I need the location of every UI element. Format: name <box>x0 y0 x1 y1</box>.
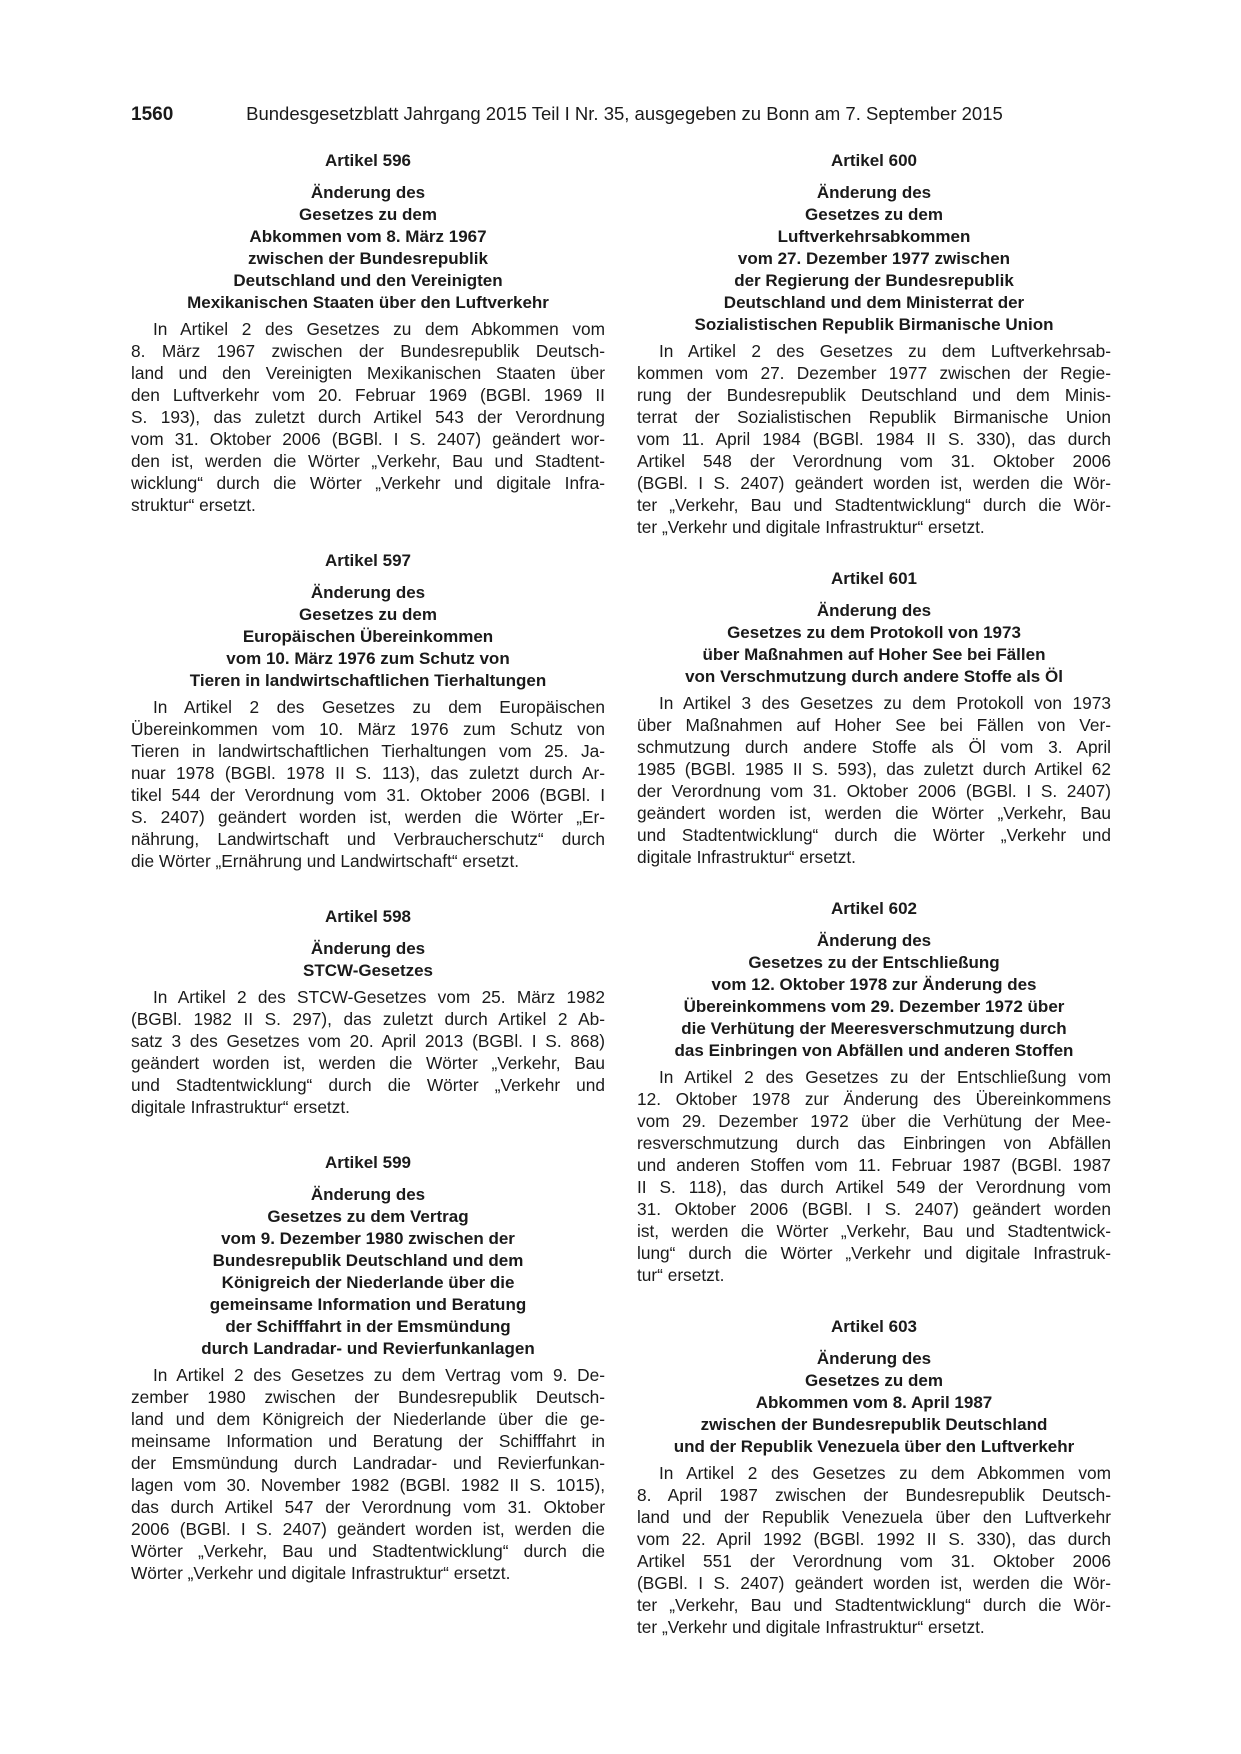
body-line: wicklung“ durch die Wörter „Verkehr und digitale Infra- <box>131 473 605 493</box>
right-column <box>637 150 1111 1668</box>
body-line: 2006 (BGBl. I S. 2407) geändert worden ist, werden die <box>131 1519 605 1539</box>
body-line: nährung, Landwirtschaft und Verbraucherschutz“ durch <box>131 829 605 849</box>
body-line: satz 3 des Gesetzes vom 20. April 2013 (BGBl. I S. 868) <box>131 1031 605 1051</box>
article <box>637 150 1111 538</box>
body-line: In Artikel 2 des Gesetzes zu dem Europäischen <box>153 697 605 717</box>
body-line: In Artikel 2 des Gesetzes zu der Entschließung vom <box>659 1067 1111 1087</box>
heading-line: Änderung des <box>816 601 932 620</box>
body-line: (BGBl. I S. 2407) geändert worden ist, werden die Wör- <box>637 473 1111 493</box>
heading-line: Gesetzes zu dem <box>299 605 437 624</box>
heading-line: der Regierung der Bundesrepublik <box>734 271 1014 290</box>
heading-line: zwischen der Bundesrepublik <box>248 249 488 268</box>
body-line: der Verordnung vom 31. Oktober 2006 (BGBl. I S. 2407) <box>637 781 1111 801</box>
article <box>131 906 605 1118</box>
body-line: tur“ ersetzt. <box>637 1265 725 1285</box>
body-line: In Artikel 2 des Gesetzes zu dem Vertrag vom 9. De- <box>153 1365 605 1385</box>
body-line: 8. März 1967 zwischen der Bundesrepublik Deutsch- <box>131 341 605 361</box>
body-line: geändert worden ist, werden die Wörter „Verkehr, Bau <box>131 1053 605 1073</box>
article <box>131 150 605 516</box>
article-title: Artikel 597 <box>325 551 411 570</box>
body-line: 1985 (BGBl. 1985 II S. 593), das zuletzt durch Artikel 62 <box>637 759 1111 779</box>
heading-line: Deutschland und den Vereinigten <box>233 271 503 290</box>
body-line: 12. Oktober 1978 zur Änderung des Übereinkommens <box>637 1089 1111 1109</box>
body-line: geändert worden ist, werden die Wörter „Verkehr, Bau <box>637 803 1111 823</box>
heading-line: Gesetzes zu dem Vertrag <box>267 1207 469 1226</box>
article-heading <box>637 182 1111 336</box>
heading-line: STCW-Gesetzes <box>302 961 434 980</box>
heading-line: vom 10. März 1976 zum Schutz von <box>226 649 510 668</box>
heading-line: und der Republik Venezuela über den Luftverkehr <box>673 1437 1075 1456</box>
body-line: über Maßnahmen auf Hoher See bei Fällen von Ver- <box>637 715 1111 735</box>
body-line: rung der Bundesrepublik Deutschland und dem Minis- <box>637 385 1111 405</box>
heading-line: durch Landradar- und Revierfunkanlagen <box>201 1339 535 1358</box>
heading-line: der Schifffahrt in der Emsmündung <box>225 1317 511 1336</box>
article-title: Artikel 601 <box>831 569 917 588</box>
body-line: 8. April 1987 zwischen der Bundesrepublik Deutsch- <box>637 1485 1111 1505</box>
body-line: In Artikel 2 des STCW-Gesetzes vom 25. März 1982 <box>153 987 605 1007</box>
heading-line: Änderung des <box>816 1349 932 1368</box>
article <box>637 898 1111 1286</box>
body-line: den ist, werden die Wörter „Verkehr, Bau und Stadtent- <box>131 451 605 471</box>
body-line: Wörter „Verkehr, Bau und Stadtentwicklung“ durch die <box>131 1541 605 1561</box>
body-line: zember 1980 zwischen der Bundesrepublik Deutsch- <box>131 1387 605 1407</box>
heading-line: die Verhütung der Meeresverschmutzung durch <box>681 1019 1067 1038</box>
body-line: digitale Infrastruktur“ ersetzt. <box>637 847 856 867</box>
heading-line: Gesetzes zu dem <box>299 205 437 224</box>
body-line: das durch Artikel 547 der Verordnung vom 31. Oktober <box>131 1497 605 1517</box>
heading-line: Königreich der Niederlande über die <box>221 1273 515 1292</box>
body-line: vom 31. Oktober 2006 (BGBl. I S. 2407) geändert wor- <box>131 429 605 449</box>
article-heading <box>637 930 1111 1062</box>
page-title: Bundesgesetzblatt Jahrgang 2015 Teil I Nr. 35, ausgegeben zu Bonn am 7. September 2015 <box>246 103 1003 124</box>
page-number: 1560 <box>131 104 174 125</box>
heading-line: Änderung des <box>310 939 426 958</box>
article <box>131 550 605 872</box>
heading-line: Bundesrepublik Deutschland und dem <box>212 1251 524 1270</box>
body-line: Tieren in landwirtschaftlichen Tierhaltungen vom 25. Ja- <box>131 741 605 761</box>
page-header <box>131 100 1111 130</box>
body-line: terrat der Sozialistischen Republik Birmanische Union <box>637 407 1111 427</box>
article <box>131 1152 605 1584</box>
article-title: Artikel 596 <box>325 151 411 170</box>
body-line: ter „Verkehr und digitale Infrastruktur“ ersetzt. <box>637 1617 985 1637</box>
body-line: In Artikel 2 des Gesetzes zu dem Luftverkehrsab- <box>659 341 1111 361</box>
article-heading <box>131 1184 605 1360</box>
article-body <box>637 1462 1111 1638</box>
body-line: vom 11. April 1984 (BGBl. 1984 II S. 330), das durch <box>637 429 1111 449</box>
article-body <box>637 692 1111 868</box>
body-line: S. 2407) geändert worden ist, werden die Wörter „Er- <box>131 807 605 827</box>
article-body <box>637 340 1111 538</box>
article-body <box>637 1066 1111 1286</box>
heading-line: Gesetzes zu dem <box>805 1371 943 1390</box>
body-line: land und dem Königreich der Niederlande über die ge- <box>131 1409 605 1429</box>
heading-line: Sozialistischen Republik Birmanische Union <box>694 315 1054 334</box>
article-heading <box>131 182 605 314</box>
heading-line: Änderung des <box>310 183 426 202</box>
body-line: nuar 1978 (BGBl. 1978 II S. 113), das zuletzt durch Ar- <box>131 763 605 783</box>
heading-line: Abkommen vom 8. April 1987 <box>755 1393 993 1412</box>
body-line: In Artikel 2 des Gesetzes zu dem Abkommen vom <box>153 319 605 339</box>
body-line: und Stadtentwicklung“ durch die Wörter „Verkehr und <box>131 1075 605 1095</box>
article-body <box>131 696 605 872</box>
heading-line: Übereinkommens vom 29. Dezember 1972 über <box>683 997 1065 1016</box>
article-heading <box>637 600 1111 688</box>
body-line: ist, werden die Wörter „Verkehr, Bau und Stadtentwick- <box>637 1221 1111 1241</box>
heading-line: vom 27. Dezember 1977 zwischen <box>737 249 1011 268</box>
heading-line: Gesetzes zu dem Protokoll von 1973 <box>727 623 1021 642</box>
heading-line: Abkommen vom 8. März 1967 <box>249 227 487 246</box>
heading-line: über Maßnahmen auf Hoher See bei Fällen <box>702 645 1046 664</box>
body-line: Übereinkommen vom 10. März 1976 zum Schutz von <box>131 719 605 739</box>
body-line: (BGBl. 1982 II S. 297), das zuletzt durch Artikel 2 Ab- <box>131 1009 605 1029</box>
body-line: vom 29. Dezember 1972 über die Verhütung der Mee- <box>637 1111 1111 1131</box>
body-line: kommen vom 27. Dezember 1977 zwischen der Regie- <box>637 363 1111 383</box>
body-line: digitale Infrastruktur“ ersetzt. <box>131 1097 350 1117</box>
heading-line: Luftverkehrsabkommen <box>777 227 971 246</box>
body-line: und anderen Stoffen vom 11. Februar 1987 (BGBl. 1987 <box>637 1155 1111 1175</box>
body-line: ter „Verkehr, Bau und Stadtentwicklung“ durch die Wör- <box>637 495 1111 515</box>
body-line: lung“ durch die Wörter „Verkehr und digitale Infrastruk- <box>637 1243 1111 1263</box>
body-line: meinsame Information und Beratung der Schifffahrt in <box>131 1431 605 1451</box>
body-line: land und der Republik Venezuela über den Luftverkehr <box>637 1507 1111 1527</box>
body-line: den Luftverkehr vom 20. Februar 1969 (BGBl. 1969 II <box>131 385 605 405</box>
heading-line: vom 9. Dezember 1980 zwischen der <box>221 1229 515 1248</box>
left-column <box>131 150 605 1618</box>
heading-line: Änderung des <box>310 1185 426 1204</box>
heading-line: von Verschmutzung durch andere Stoffe als Öl <box>685 667 1063 686</box>
heading-line: Tieren in landwirtschaftlichen Tierhaltungen <box>189 671 547 690</box>
article-heading <box>637 1348 1111 1458</box>
article-heading <box>131 938 605 982</box>
heading-line: Deutschland und dem Ministerrat der <box>723 293 1025 312</box>
heading-line: Änderung des <box>816 931 932 950</box>
article-title: Artikel 600 <box>831 151 917 170</box>
article-title: Artikel 599 <box>325 1153 411 1172</box>
body-line: und Stadtentwicklung“ durch die Wörter „Verkehr und <box>637 825 1111 845</box>
body-line: resverschmutzung durch das Einbringen von Abfällen <box>637 1133 1111 1153</box>
heading-line: zwischen der Bundesrepublik Deutschland <box>700 1415 1048 1434</box>
body-line: vom 22. April 1992 (BGBl. 1992 II S. 330), das durch <box>637 1529 1111 1549</box>
body-line: (BGBl. I S. 2407) geändert worden ist, werden die Wör- <box>637 1573 1111 1593</box>
heading-line: Europäischen Übereinkommen <box>242 627 494 646</box>
article-title: Artikel 602 <box>831 899 917 918</box>
body-line: land und den Vereinigten Mexikanischen Staaten über <box>131 363 605 383</box>
body-line: tikel 544 der Verordnung vom 31. Oktober 2006 (BGBl. I <box>131 785 605 805</box>
heading-line: Gesetzes zu der Entschließung <box>748 953 1000 972</box>
body-line: ter „Verkehr und digitale Infrastruktur“ ersetzt. <box>637 517 985 537</box>
heading-line: gemeinsame Information und Beratung <box>209 1295 527 1314</box>
body-line: struktur“ ersetzt. <box>131 495 256 515</box>
article <box>637 1316 1111 1638</box>
body-line: Wörter „Verkehr und digitale Infrastruktur“ ersetzt. <box>131 1563 511 1583</box>
article-body <box>131 986 605 1118</box>
body-line: 31. Oktober 2006 (BGBl. I S. 2407) geändert worden <box>637 1199 1111 1219</box>
body-line: In Artikel 3 des Gesetzes zu dem Protokoll von 1973 <box>659 693 1111 713</box>
heading-line: Änderung des <box>816 183 932 202</box>
heading-line: vom 12. Oktober 1978 zur Änderung des <box>711 975 1037 994</box>
heading-line: das Einbringen von Abfällen und anderen Stoffen <box>674 1041 1074 1060</box>
body-line: In Artikel 2 des Gesetzes zu dem Abkommen vom <box>659 1463 1111 1483</box>
body-line: ter „Verkehr, Bau und Stadtentwicklung“ durch die Wör- <box>637 1595 1111 1615</box>
body-line: Artikel 551 der Verordnung vom 31. Oktober 2006 <box>637 1551 1111 1571</box>
body-line: lagen vom 30. November 1982 (BGBl. 1982 II S. 1015), <box>131 1475 605 1495</box>
body-line: der Emsmündung durch Landradar- und Revierfunkan- <box>131 1453 605 1473</box>
article-heading <box>131 582 605 692</box>
body-line: die Wörter „Ernährung und Landwirtschaft“ ersetzt. <box>131 851 520 871</box>
body-line: S. 193), das zuletzt durch Artikel 543 der Verordnung <box>131 407 605 427</box>
article <box>637 568 1111 868</box>
body-line: Artikel 548 der Verordnung vom 31. Oktober 2006 <box>637 451 1111 471</box>
article-body <box>131 1364 605 1584</box>
heading-line: Änderung des <box>310 583 426 602</box>
article-title: Artikel 603 <box>831 1317 917 1336</box>
heading-line: Mexikanischen Staaten über den Luftverkehr <box>187 293 549 312</box>
heading-line: Gesetzes zu dem <box>805 205 943 224</box>
article-title: Artikel 598 <box>325 907 411 926</box>
body-line: schmutzung durch andere Stoffe als Öl vom 3. April <box>637 737 1111 757</box>
article-body <box>131 318 605 516</box>
body-line: II S. 118), das durch Artikel 549 der Verordnung vom <box>637 1177 1111 1197</box>
